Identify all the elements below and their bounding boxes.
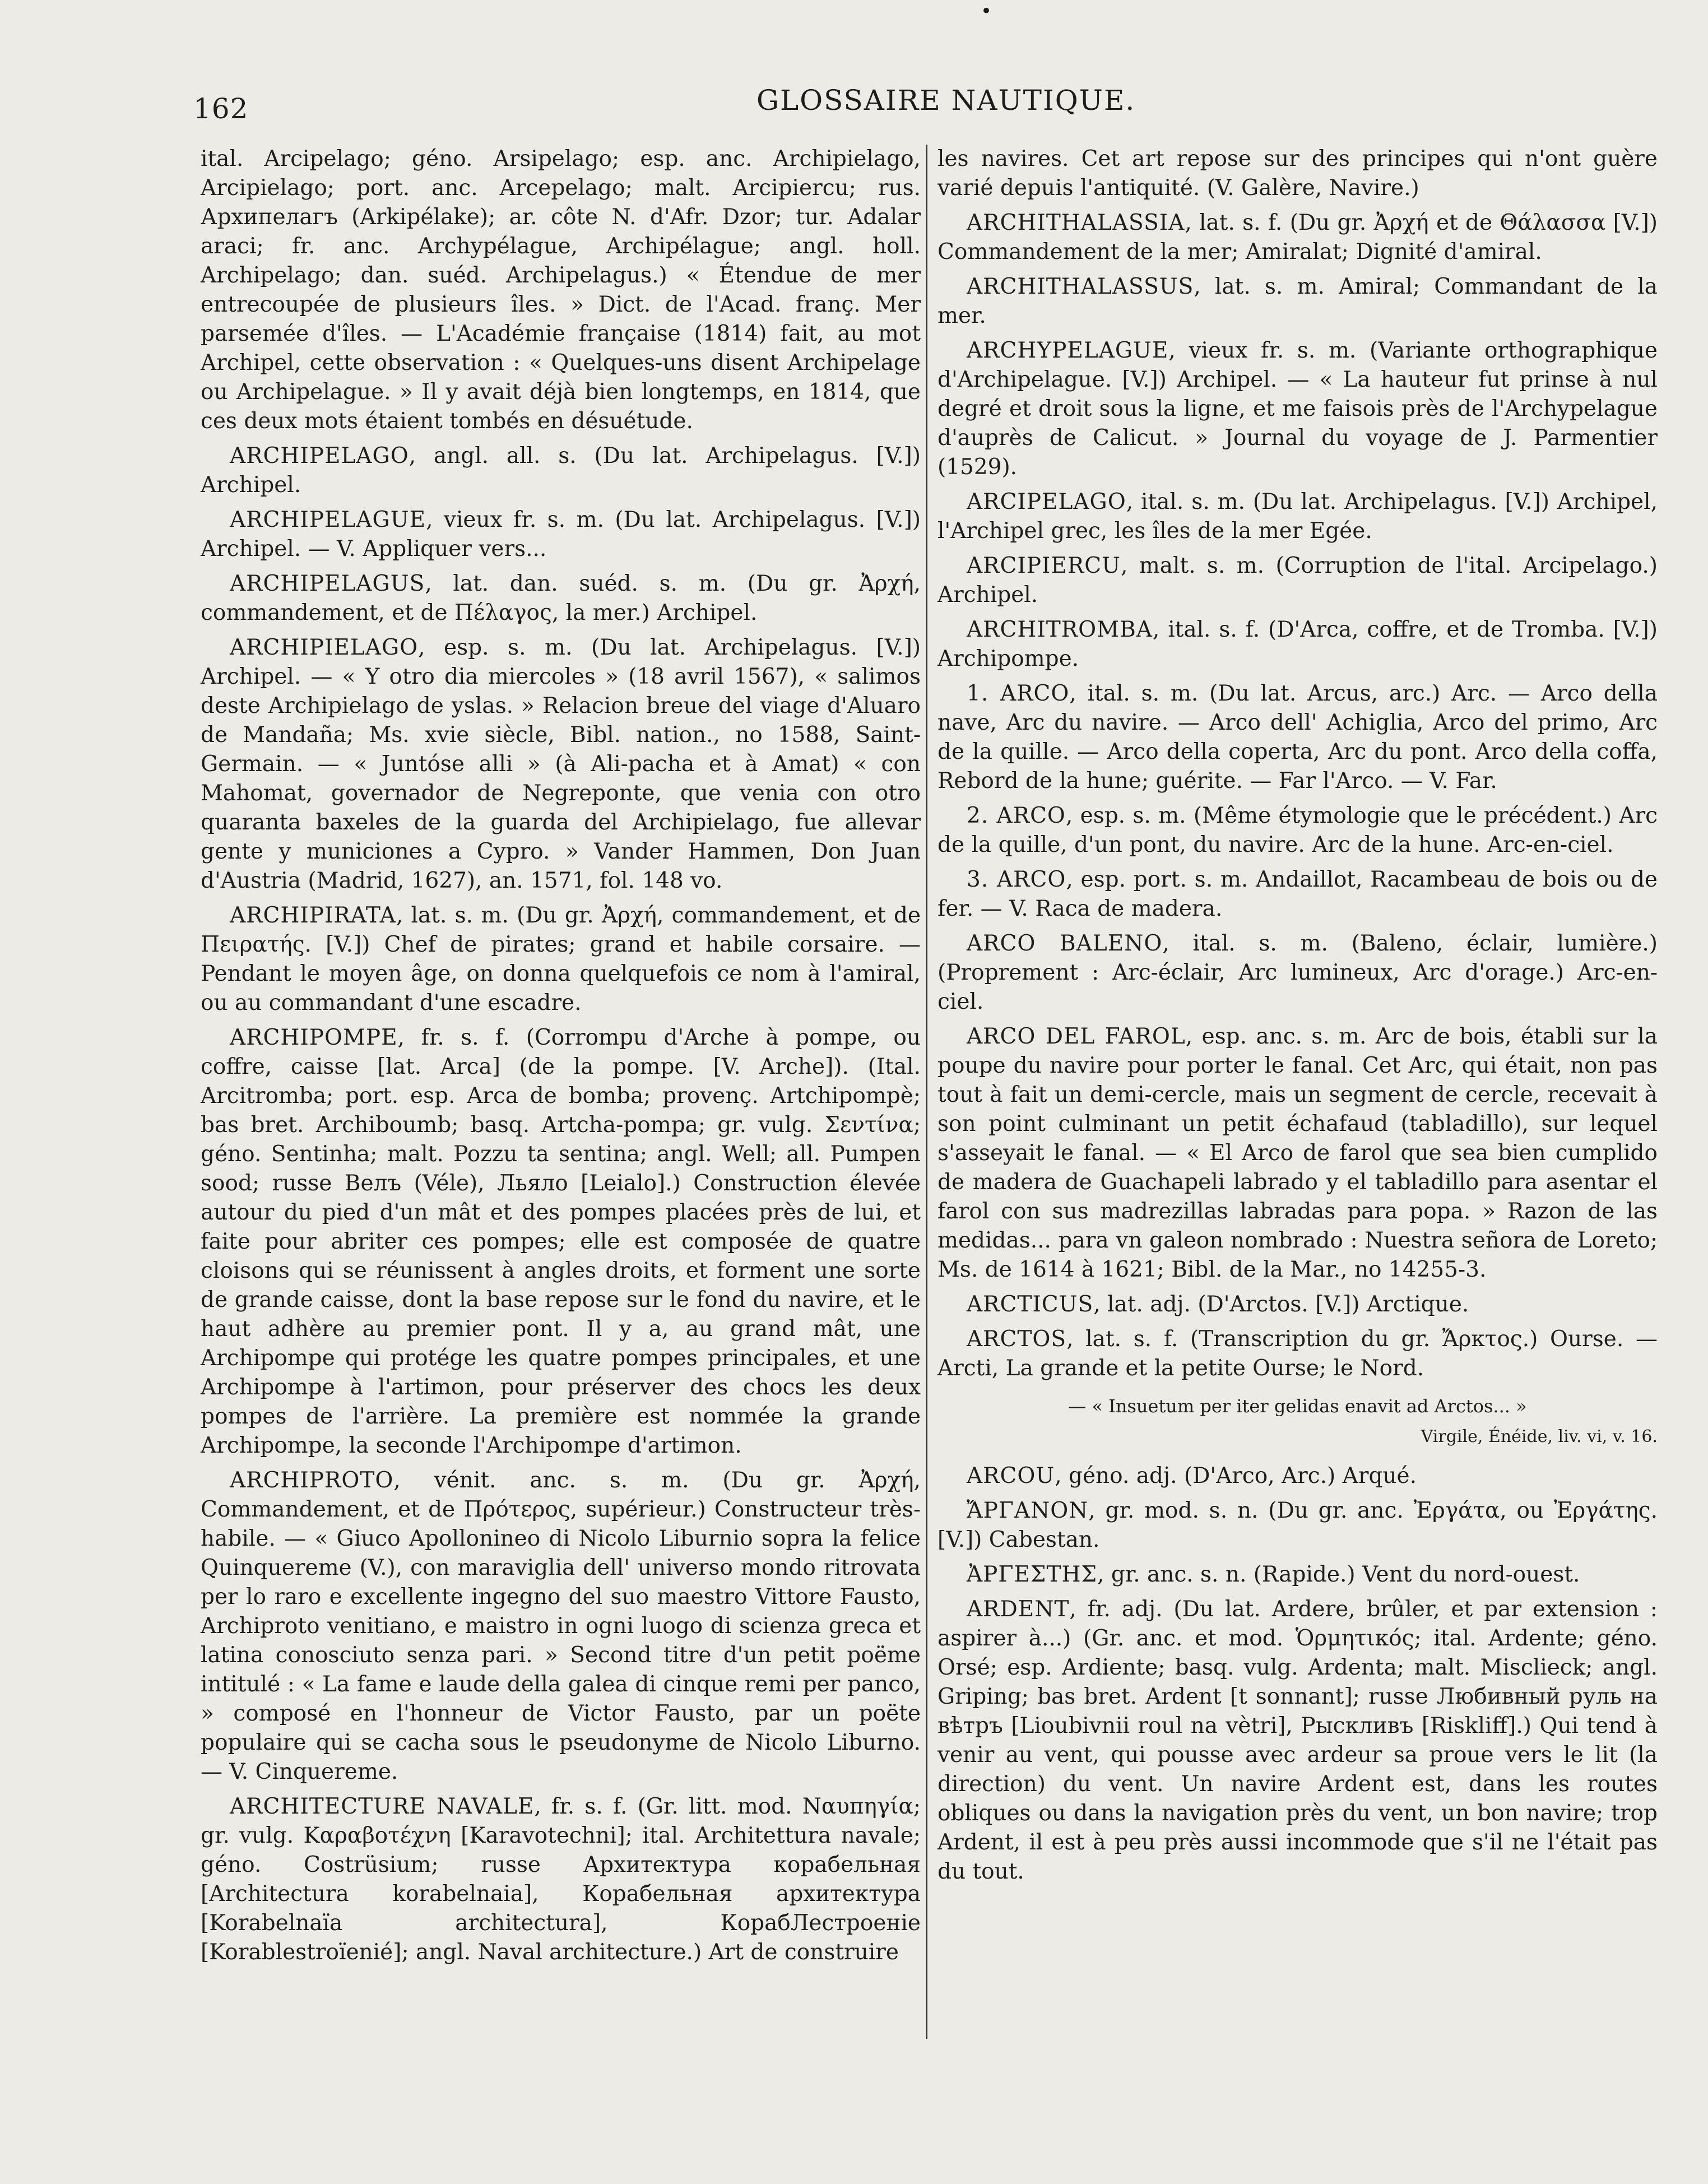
- entry-definition: , ital. s. f. (D'Arca, coffre, et de Tromba. [V.]) Archipompe.: [937, 617, 1658, 671]
- dictionary-entry: [937, 865, 1658, 924]
- right-entries-top: [937, 145, 1658, 1383]
- entry-definition: , malt. s. m. (Corruption de l'ital. Arcipelago.) Archipel.: [937, 553, 1658, 608]
- dictionary-entry: [201, 506, 921, 564]
- entry-headword: ARCHITECTURE NAVALE: [230, 1794, 535, 1819]
- dictionary-entry: [937, 208, 1658, 267]
- entry-definition: , vieux fr. s. m. (Variante orthographique d'Archipelague. [V.]) Archipel. — « La hauteur fut prinse à nul degré et droit sous la ligne, et me faisois près de l'Archypelague d'auprès de Calicut. » Journal du voyage de J. Parmentier (1529).: [937, 338, 1658, 480]
- dictionary-entry: [201, 901, 921, 1018]
- entry-headword: ARCHIPIRATA: [230, 903, 396, 928]
- entry-headword: ARCHIPELAGUE: [230, 507, 426, 532]
- verse-quote: — « Insuetum per iter gelidas enavit ad Arctos... »: [1068, 1395, 1527, 1417]
- entry-definition: , esp. anc. s. m. Arc de bois, établi sur la poupe du navire pour porter le fanal. Cet Arc, qui était, non pas tout à fait un demi-cercle, mais un segment de cercle, recevait à son point culminant un petit échafaud (tabladillo), sur lequel s'asseyait le fanal. — « El Arco de farol que sea bien cumplido de madera de Guachapeli labrado y el tabladillo para asentar el farol con sus madrezillas labradas para popa. » Razon de las medidas... para vn galeon nombrado : Nuestra señora de Loreto; Ms. de 1614 à 1621; Bibl. de la Mar., no 14255-3.: [937, 1024, 1658, 1282]
- entry-definition: , lat. s. f. (Transcription du gr. Ἄρκτος.) Ourse. — Arcti, La grande et la petite Ourse; le Nord.: [937, 1327, 1658, 1381]
- dictionary-entry: [201, 1792, 921, 1967]
- page-number: 162: [193, 92, 249, 125]
- entry-definition: , vénit. anc. s. m. (Du gr. Ἀρχή, Commandement, et de Πρότερος, supérieur.) Constructeur très-habile. — « Giuco Apollonineo di Nicolo Liburnio sopra la felice Quinquereme (V.), con maraviglia dell' universo mondo ritrovata per lo raro e excellente ingegno del suo maestro Vittore Fausto, Archiproto venitiano, e maistro in ogni luogo di scienza greca et latina conosciuto senza pari. » Second titre d'un petit poëme intitulé : « La fame e laude della galea di cinque remi per panco, » composé en l'honneur de Victor Fausto, par un poëte populaire qui se cacha sous le pseudonyme de Nicolo Liburno. — V. Cinquereme.: [201, 1468, 921, 1784]
- entry-headword: 1. ARCO: [967, 681, 1070, 706]
- dictionary-entry: [201, 569, 921, 628]
- entry-headword: ARCHIPELAGO: [230, 443, 409, 469]
- running-title: GLOSSAIRE NAUTIQUE.: [756, 84, 1136, 117]
- entry-headword: ARCTOS: [967, 1327, 1067, 1352]
- quote-attribution: Virgile, Énéide, liv. vi, v. 16.: [1421, 1427, 1658, 1446]
- entry-headword: ARCHIPOMPE: [230, 1025, 398, 1050]
- entry-definition: , esp. s. m. (Du lat. Archipelagus. [V.]) Archipel. — « Y otro dia miercoles » (18 avril 1567), « salimos deste Archipielago de yslas. » Relacion breue del viage d'Aluaro de Mandaña; Ms. xvie siècle, Bibl. nation., no 1588, Saint-Germain. — « Juntóse alli » (à Ali-pacha et à Amat) « con Mahomat, governador de Negreponte, que venia con otro quaranta baxeles de la guarda del Archipielago, fue allevar gente y municiones a Cypro. » Vander Hammen, Don Juan d'Austria (Madrid, 1627), an. 1571, fol. 148 vo.: [201, 635, 921, 893]
- entry-headword: ARCO BALENO: [967, 931, 1163, 956]
- dictionary-entry: [201, 633, 921, 896]
- dictionary-entry: [201, 145, 921, 436]
- entry-definition: , vieux fr. s. m. (Du lat. Archipelagus. [V.]) Archipel. — V. Appliquer vers...: [201, 507, 921, 562]
- dictionary-entry: [937, 1595, 1658, 1886]
- entry-headword: ARCHIPELAGUS: [230, 571, 425, 596]
- right-entries-bottom: [937, 1462, 1658, 1886]
- entry-headword: ARCIPIERCU: [967, 553, 1121, 578]
- entry-definition: , ital. s. m. (Du lat. Arcus, arc.) Arc. — Arco della nave, Arc du navire. — Arco dell' Achiglia, Arco del primo, Arc de la quille. — Arco della coperta, Arc du pont. Arco della coffa, Rebord de la hune; guérite. — Far l'Arco. — V. Far.: [937, 681, 1658, 794]
- entry-definition: , fr. s. f. (Gr. litt. mod. Ναυπηγία; gr. vulg. Καραβοτέχνη [Karavotechni]; ital. Architettura navale; géno. Costrüsium; russe Архитектура корабельная [Architectura korabelnaia], Корабельная архитектура [Korabelnaïa architectura], КорабЛестроеніе [Korablestroïenié]; angl. Naval architecture.) Art de construire: [201, 1794, 921, 1965]
- dictionary-entry: [937, 1560, 1658, 1589]
- left-column: [201, 145, 921, 1973]
- entry-definition: , gr. mod. s. n. (Du gr. anc. Ἐργάτα, ou Ἐργάτης. [V.]) Cabestan.: [937, 1498, 1658, 1552]
- entry-definition: , gr. anc. s. n. (Rapide.) Vent du nord-ouest.: [1097, 1562, 1580, 1587]
- dictionary-entry: [201, 442, 921, 500]
- entry-definition: , lat. dan. suéd. s. m. (Du gr. Ἀρχή, commandement, et de Πέλαγος, la mer.) Archipel.: [201, 571, 921, 625]
- entry-definition: , lat. s. f. (Du gr. Ἀρχή et de Θάλασσα [V.]) Commandement de la mer; Amiralat; Dignité d'amiral.: [937, 210, 1658, 265]
- dictionary-entry: [937, 929, 1658, 1017]
- entry-headword: ARCHITHALASSIA: [967, 210, 1185, 235]
- entry-definition: , esp. s. m. (Même étymologie que le précédent.) Arc de la quille, d'un pont, du navire. Arc de la hune. Arc-en-ciel.: [937, 803, 1658, 857]
- dictionary-entry: [937, 615, 1658, 674]
- entry-definition: , lat. adj. (D'Arctos. [V.]) Arctique.: [1093, 1292, 1469, 1317]
- entry-headword: 2. ARCO: [967, 803, 1066, 828]
- entry-headword: ARCOU: [967, 1463, 1055, 1489]
- dictionary-entry: [937, 336, 1658, 482]
- dictionary-entry: [937, 1290, 1658, 1319]
- entry-definition: , ital. s. m. (Baleno, éclair, lumière.) (Proprement : Arc-éclair, Arc lumineux, Arc d'orage.) Arc-en-ciel.: [937, 931, 1658, 1014]
- entry-definition: , ital. s. m. (Du lat. Archipelagus. [V.]) Archipel, l'Archipel grec, les îles de la mer Egée.: [937, 489, 1658, 544]
- entry-headword: ARCTICUS: [967, 1292, 1094, 1317]
- entry-definition: les navires. Cet art repose sur des principes qui n'ont guère varié depuis l'antiquité. (V. Galère, Navire.): [937, 146, 1658, 201]
- entry-headword: ARCHITROMBA: [967, 617, 1153, 642]
- entry-definition: ital. Arcipelago; géno. Arsipelago; esp. anc. Archipielago, Arcipielago; port. anc. Arcepelago; malt. Arcipiercu; rus. Архипелагъ (Arkipélake); ar. côte N. d'Afr. Dzor; tur. Adalar araci; fr. anc. Archypélague, Archipélague; angl. holl. Archipelago; dan. suéd. Archipelagus.) « Étendue de mer entrecoupée de plusieurs îles. » Dict. de l'Acad. franç. Mer parsemée d'îles. — L'Académie française (1814) fait, au mot Archipel, cette observation : « Quelques-uns disent Archipelage ou Archipelague. » Il y avait déjà bien longtemps, en 1814, que ces deux mots étaient tombés en désuétude.: [201, 146, 921, 434]
- dictionary-entry: [937, 1496, 1658, 1555]
- entry-headword: ARDENT: [967, 1597, 1070, 1622]
- dictionary-entry: [937, 1325, 1658, 1383]
- dictionary-entry: [937, 801, 1658, 860]
- entry-definition: , esp. port. s. m. Andaillot, Racambeau de bois ou de fer. — V. Raca de madera.: [937, 867, 1658, 921]
- printer-mark: •: [981, 0, 992, 22]
- dictionary-entry: [201, 1466, 921, 1787]
- dictionary-entry: [937, 1022, 1658, 1285]
- entry-definition: , géno. adj. (D'Arco, Arc.) Arqué.: [1055, 1463, 1417, 1489]
- dictionary-entry: [937, 551, 1658, 610]
- entry-headword: ARCIPELAGO: [967, 489, 1126, 514]
- entry-headword: ARCHIPIELAGO: [230, 635, 419, 660]
- entry-definition: , lat. s. m. Amiral; Commandant de la mer.: [937, 274, 1658, 328]
- dictionary-entry: [937, 1462, 1658, 1491]
- dictionary-entry: [201, 1023, 921, 1460]
- entry-headword: ARCHIPROTO: [230, 1468, 394, 1493]
- entry-headword: 3. ARCO: [967, 867, 1066, 892]
- entry-headword: ARCHYPELAGUE: [967, 338, 1169, 363]
- entry-headword: ἌΡΓΑΝΟΝ: [967, 1498, 1089, 1523]
- dictionary-entry: [937, 488, 1658, 546]
- entry-definition: , lat. s. m. (Du gr. Ἀρχή, commandement, et de Πειρατής. [V.]) Chef de pirates; grand et habile corsaire. — Pendant le moyen âge, on donna quelquefois ce nom à l'amiral, ou au commandant d'une escadre.: [201, 903, 921, 1016]
- dictionary-entry: [937, 272, 1658, 331]
- entry-headword: ARCO DEL FAROL: [967, 1024, 1186, 1049]
- entry-definition: , fr. s. f. (Corrompu d'Arche à pompe, ou coffre, caisse [lat. Arca] (de la pompe. [V. Arche]). (Ital. Arcitromba; port. esp. Arca de bomba; provenç. Artchipompè; bas bret. Archiboumb; basq. Artcha-pompa; gr. vulg. Σεντίνα; géno. Sentinha; malt. Pozzu ta sentina; angl. Well; all. Pumpen sood; russe Велъ (Véle), Льяло [Leialo].) Construction élevée autour du pied d'un mât et des pompes placées près de lui, et faite pour abriter ces pompes; elle est composée de quatre cloisons qui se réunissent à angles droits, et forment une sorte de grande caisse, dont la base repose sur le fond du navire, et le haut adhère au premier pont. Il y a, au grand mât, une Archipompe qui protége les quatre pompes principales, et une Archipompe à l'artimon, pour préserver des chocs les deux pompes de l'arrière. La première est nommée la grande Archipompe, la seconde l'Archipompe d'artimon.: [201, 1025, 921, 1458]
- entry-headword: ἈΡΓΕΣΤΗΣ: [967, 1562, 1098, 1587]
- dictionary-entry: [937, 145, 1658, 203]
- right-column: [937, 145, 1658, 1892]
- dictionary-entry: [937, 679, 1658, 796]
- entry-headword: ARCHITHALASSUS: [967, 274, 1194, 299]
- entry-definition: , angl. all. s. (Du lat. Archipelagus. [V.]) Archipel.: [201, 443, 921, 498]
- column-divider: [926, 145, 927, 2039]
- entry-definition: , fr. adj. (Du lat. Ardere, brûler, et par extension : aspirer à...) (Gr. anc. et mod. Ὁρμητικός; ital. Ardente; géno. Orsé; esp. Ardiente; basq. vulg. Ardenta; malt. Misclieck; angl. Griping; bas bret. Ardent [t sonnant]; russe Любивный руль на вѣтръ [Lioubivnii roul na vètri], Рыскливъ [Riskliff].) Qui tend à venir au vent, qui pousse avec ardeur sa proue vers le lit (la direction) du vent. Un navire Ardent est, dans les routes obliques ou dans la navigation près du vent, un bon navire; trop Ardent, il est à peu près aussi incommode que s'il ne l'était pas du tout.: [937, 1597, 1658, 1884]
